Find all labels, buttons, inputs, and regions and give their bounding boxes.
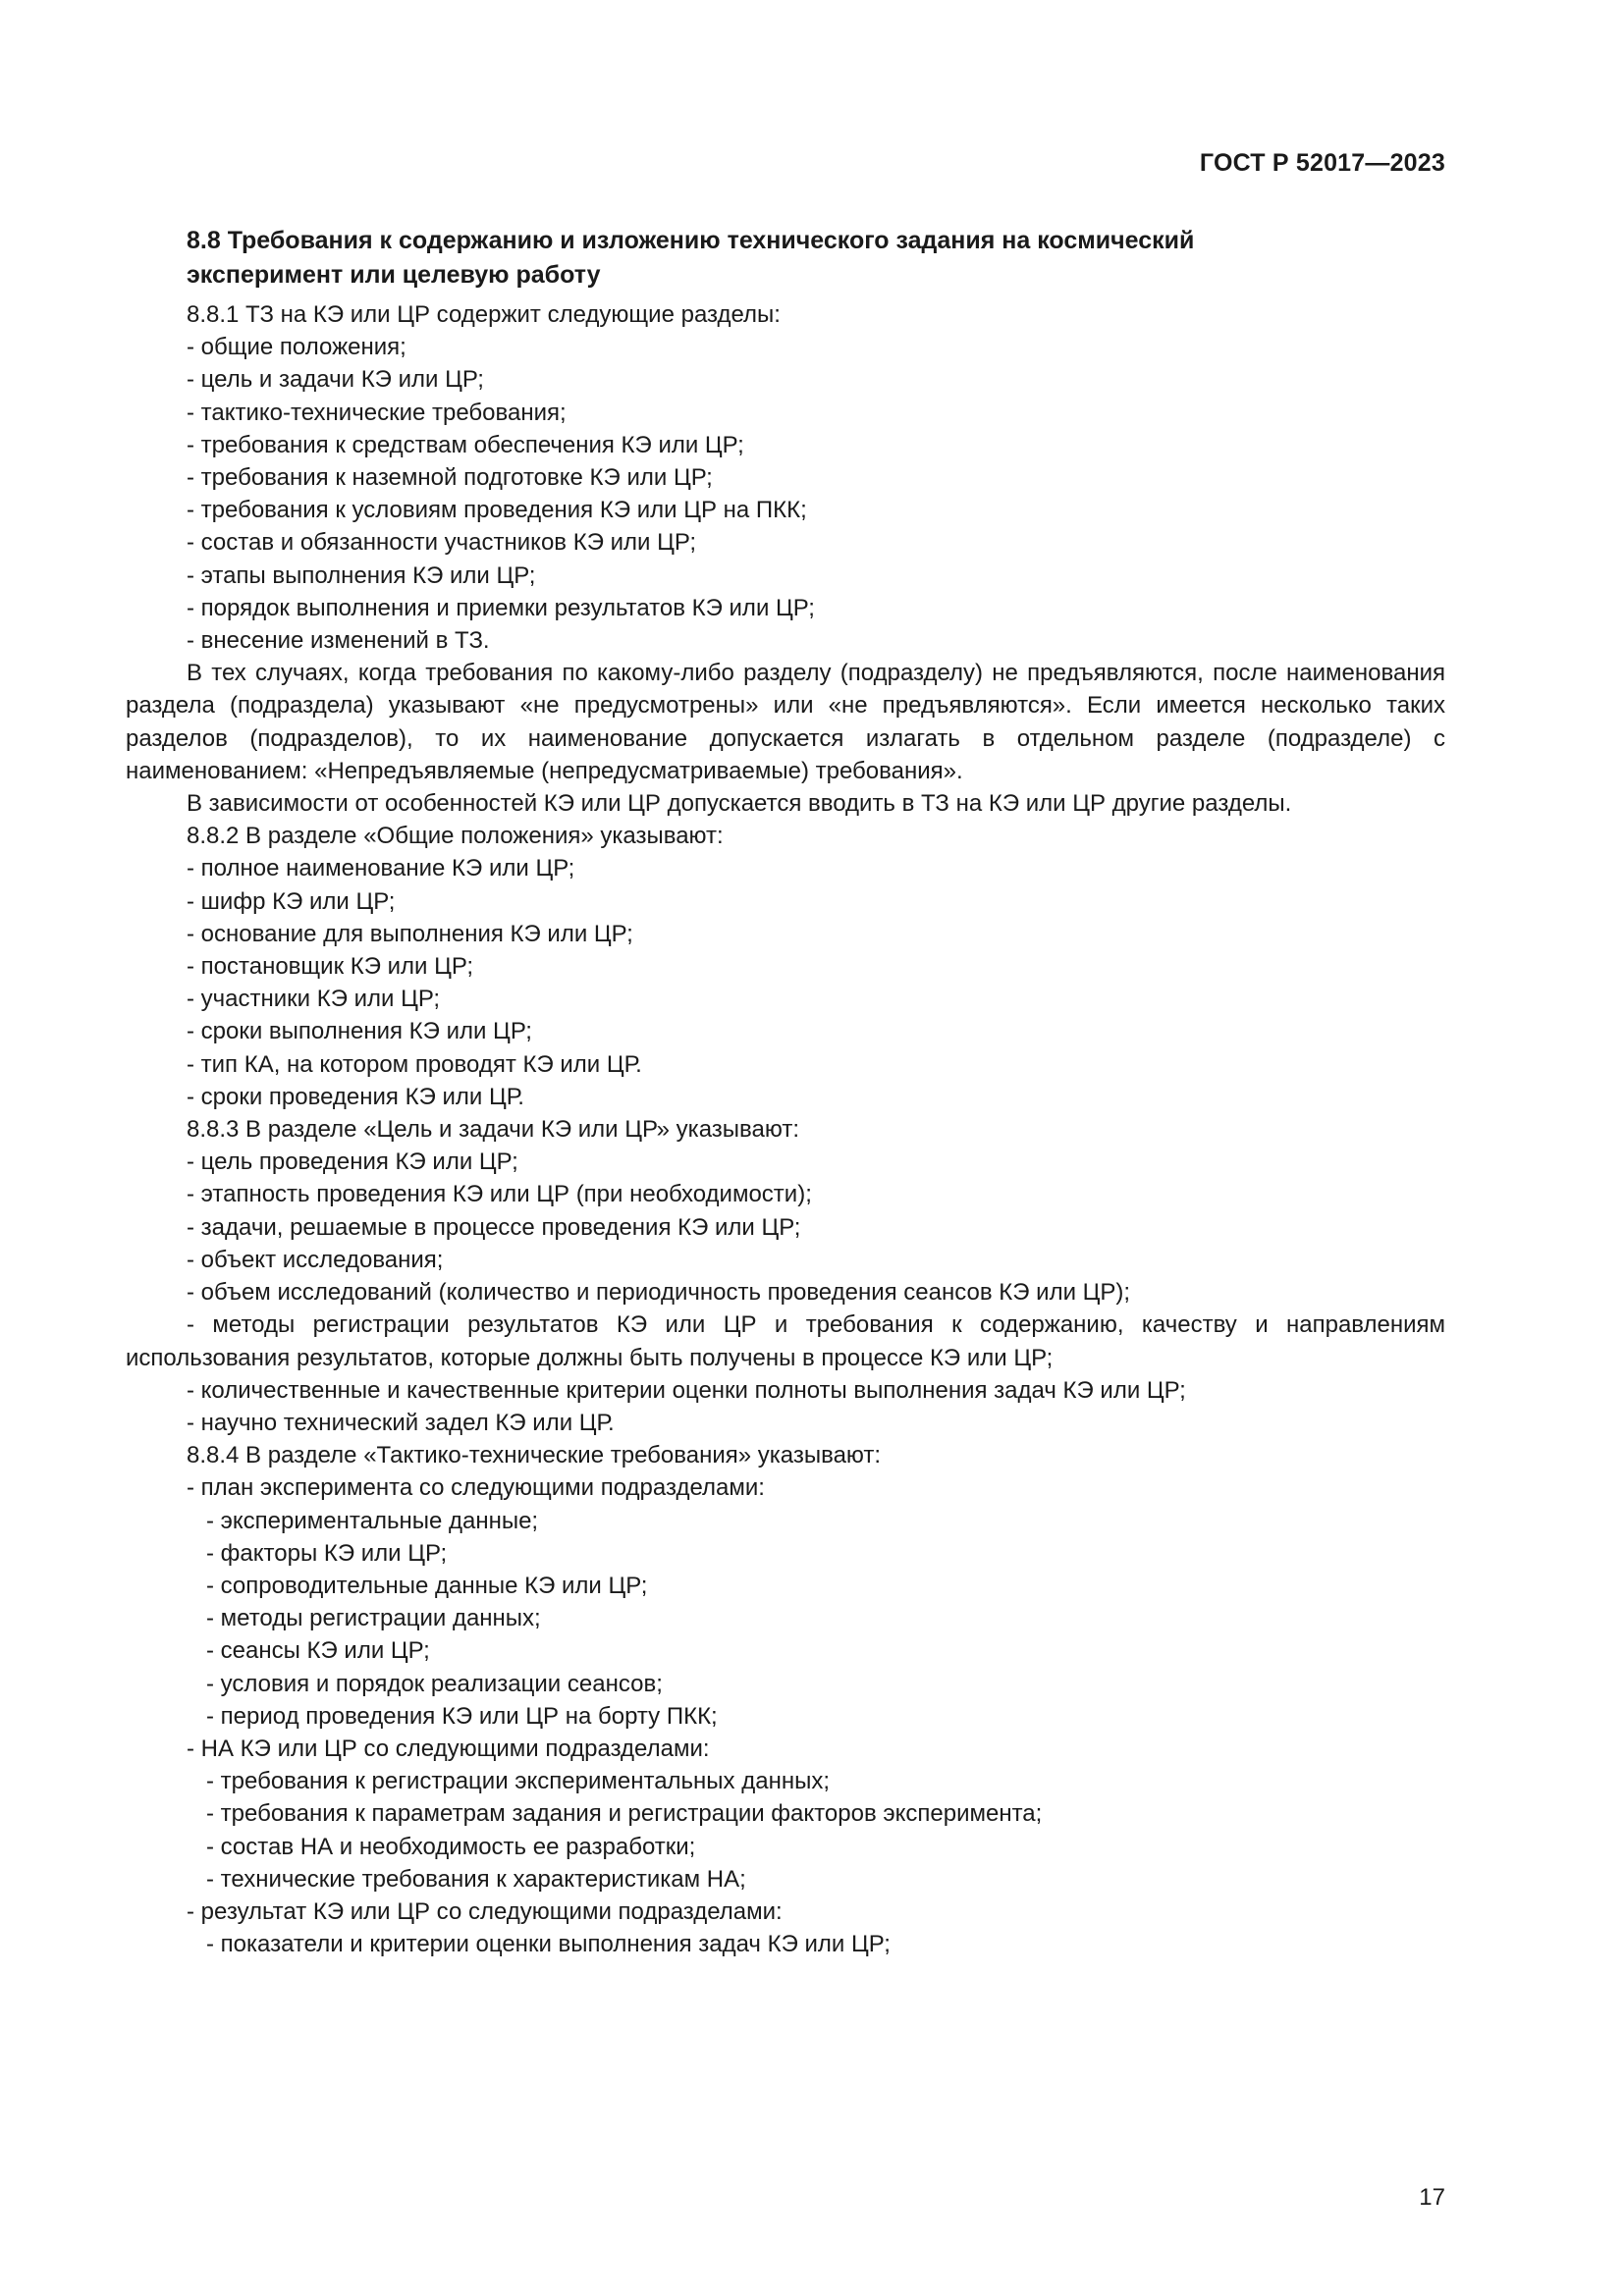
- list-item: - постановщик КЭ или ЦР;: [187, 953, 474, 981]
- sub-list-item: - экспериментальные данные;: [206, 1507, 539, 1534]
- section-title: [126, 224, 1445, 293]
- document-code: ГОСТ Р 52017—2023: [1199, 149, 1445, 177]
- section-title-line: эксперимент или целевую работу: [187, 261, 601, 289]
- sub-list-item: - показатели и критерии оценки выполнения задач КЭ или ЦР;: [206, 1931, 891, 1958]
- list-item: - задачи, решаемые в процессе проведения КЭ или ЦР;: [187, 1213, 801, 1241]
- clause-intro: 8.8.1 ТЗ на КЭ или ЦР содержит следующие разделы:: [187, 301, 781, 328]
- list-item: - этапность проведения КЭ или ЦР (при необходимости);: [187, 1181, 812, 1208]
- list-item: - состав и обязанности участников КЭ или ЦР;: [187, 529, 696, 557]
- list-item: - внесение изменений в ТЗ.: [187, 627, 490, 655]
- sub-list-item: - требования к регистрации экспериментальных данных;: [206, 1768, 831, 1795]
- paragraph: В тех случаях, когда требования по какому-либо разделу (подразделу) не предъявляются, после наименования раздела (подраздела) указывают «не предусмотрены» или «не предъявляются». Если имеется несколько таких разделов (подразделов), то их наименование допускается излагать в отдельном разделе (подразделе) с наименованием: «Непредъявляемые (непредусматриваемые) требования».: [126, 660, 1445, 784]
- clause-intro: 8.8.2 В разделе «Общие положения» указывают:: [187, 823, 724, 850]
- sub-list-item: - условия и порядок реализации сеансов;: [206, 1670, 663, 1697]
- page-number: 17: [1419, 2184, 1445, 2211]
- list-item: - требования к условиям проведения КЭ или ЦР на ПКК;: [187, 497, 807, 524]
- list-item: - план эксперимента со следующими подразделами:: [187, 1474, 765, 1502]
- sub-list-item: - требования к параметрам задания и регистрации факторов эксперимента;: [206, 1800, 1043, 1828]
- list-item: - общие положения;: [187, 334, 406, 361]
- sub-list-item: - состав НА и необходимость ее разработки;: [206, 1833, 696, 1860]
- list-item: - этапы выполнения КЭ или ЦР;: [187, 561, 536, 589]
- clause-intro: 8.8.3 В разделе «Цель и задачи КЭ или ЦР» указывают:: [187, 1116, 799, 1144]
- sub-list-item: - методы регистрации данных;: [206, 1605, 541, 1632]
- list-item: - НА КЭ или ЦР со следующими подразделами:: [187, 1735, 710, 1762]
- sub-list-item: - сеансы КЭ или ЦР;: [206, 1637, 430, 1665]
- list-item: - объем исследований (количество и периодичность проведения сеансов КЭ или ЦР);: [187, 1279, 1131, 1307]
- list-item: - требования к наземной подготовке КЭ или ЦР;: [187, 464, 713, 492]
- list-item: - результат КЭ или ЦР со следующими подразделами:: [187, 1897, 783, 1925]
- section-title-line: 8.8 Требования к содержанию и изложению технического задания на космический: [187, 227, 1195, 254]
- list-item: - количественные и качественные критерии оценки полноты выполнения задач КЭ или ЦР;: [187, 1376, 1186, 1404]
- list-item: - тактико-технические требования;: [187, 399, 567, 426]
- list-item: - цель и задачи КЭ или ЦР;: [187, 366, 484, 394]
- list-item: - требования к средствам обеспечения КЭ или ЦР;: [187, 431, 744, 458]
- clause-intro: 8.8.4 В разделе «Тактико-технические требования» указывают:: [187, 1442, 882, 1469]
- list-item: - порядок выполнения и приемки результатов КЭ или ЦР;: [187, 594, 815, 621]
- list-item: - тип КА, на котором проводят КЭ или ЦР.: [187, 1050, 642, 1078]
- list-item: - сроки выполнения КЭ или ЦР;: [187, 1018, 532, 1045]
- document-body: [126, 224, 1445, 1960]
- sub-list-item: - технические требования к характеристикам НА;: [206, 1865, 746, 1893]
- paragraph: В зависимости от особенностей КЭ или ЦР допускается вводить в ТЗ на КЭ или ЦР другие разделы.: [187, 790, 1292, 818]
- sub-list-item: - факторы КЭ или ЦР;: [206, 1539, 448, 1567]
- sub-list-item: - период проведения КЭ или ЦР на борту ПКК;: [206, 1702, 718, 1730]
- list-item: - методы регистрации результатов КЭ или ЦР и требования к содержанию, качеству и направлениям использования результатов, которые должны быть получены в процессе КЭ или ЦР;: [126, 1311, 1445, 1371]
- list-item: - цель проведения КЭ или ЦР;: [187, 1148, 518, 1176]
- list-item: - основание для выполнения КЭ или ЦР;: [187, 920, 633, 947]
- list-item: - научно технический задел КЭ или ЦР.: [187, 1409, 615, 1436]
- sub-list-item: - сопроводительные данные КЭ или ЦР;: [206, 1572, 648, 1599]
- list-item: - шифр КЭ или ЦР;: [187, 887, 396, 915]
- list-item: - участники КЭ или ЦР;: [187, 986, 441, 1013]
- list-item: - объект исследования;: [187, 1246, 444, 1273]
- list-item: - сроки проведения КЭ или ЦР.: [187, 1083, 524, 1110]
- list-item: - полное наименование КЭ или ЦР;: [187, 855, 575, 882]
